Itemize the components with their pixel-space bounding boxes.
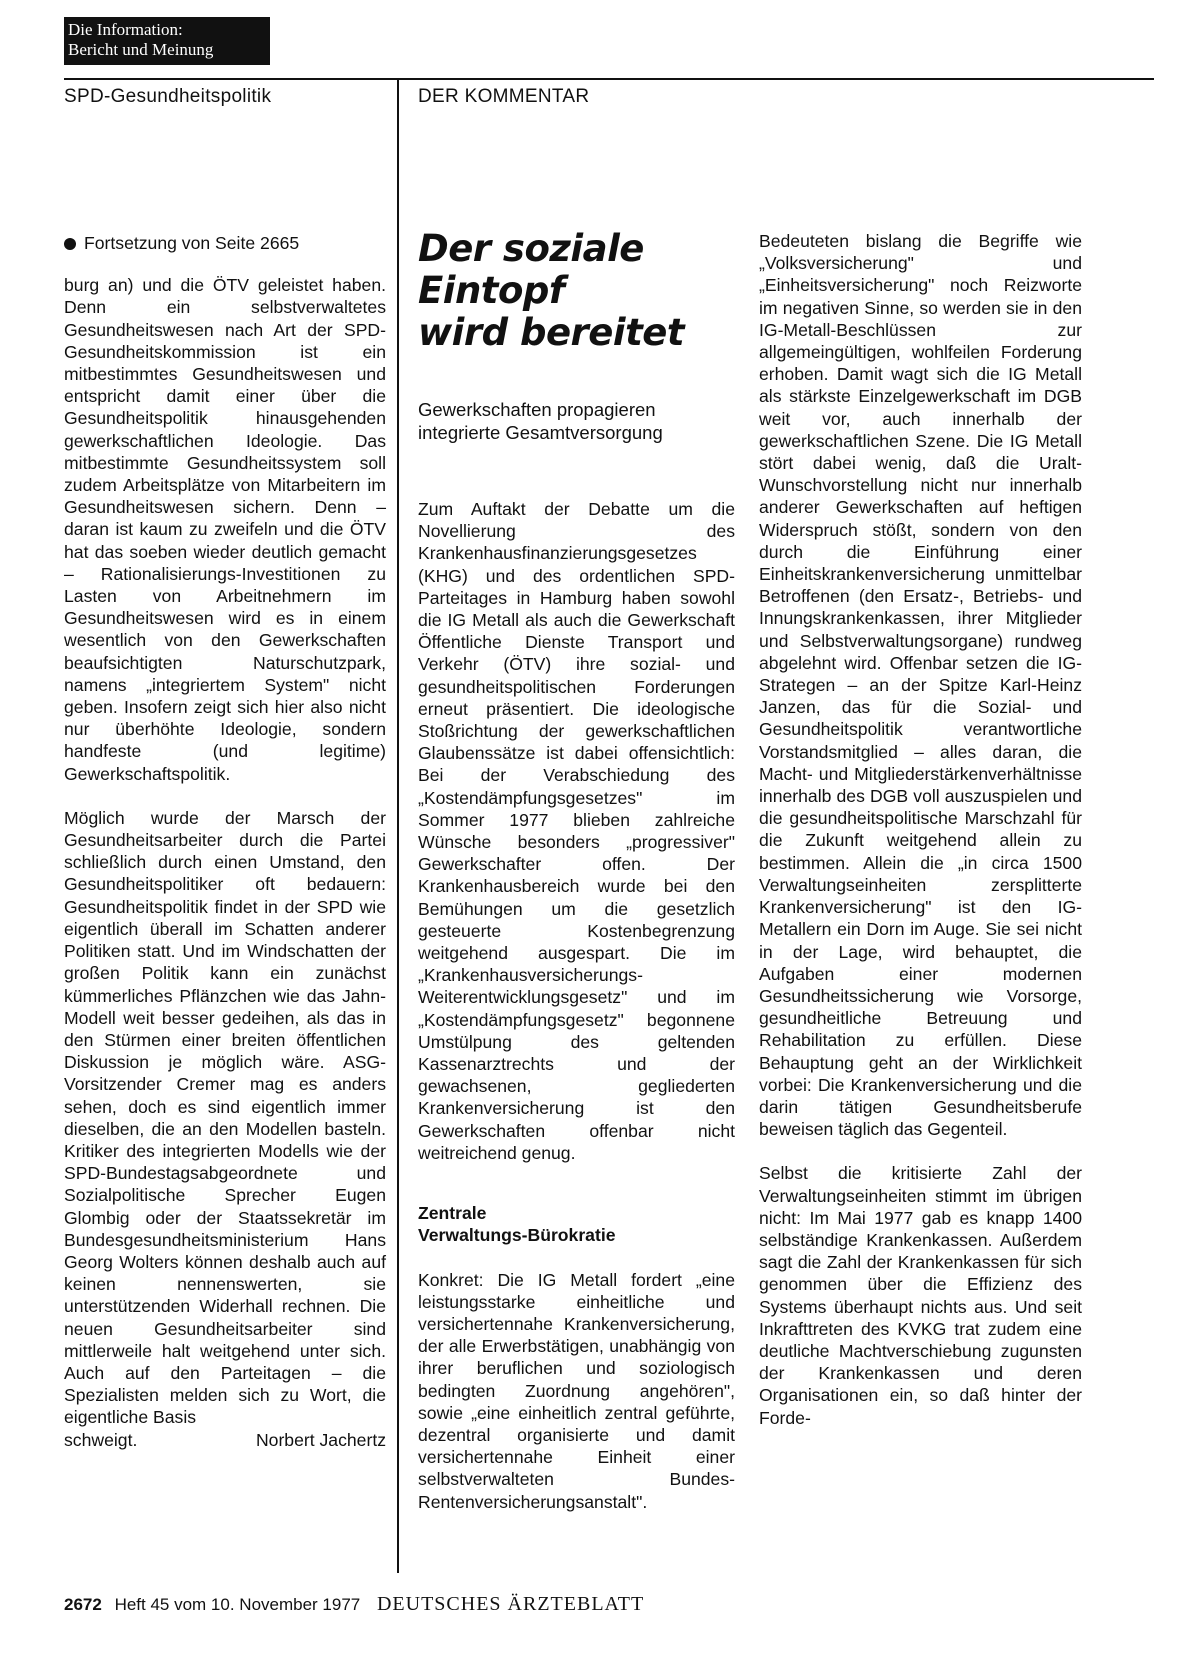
commentary-paragraph-2: Konkret: Die IG Metall fordert „eine leistungsstarke einheitliche und versichertennahe Krankenversicherung, der alle Erwerbstätigen, unabhängig von ihrer beruflichen und soziologisch bedingten Zuordnung angehören", sowie „eine einheitlich zentral geführte, dezentral organisierte und damit versichertennahe Einheit einer selbstverwalteten Bundes-Rentenversicherungsanstalt".: [418, 1269, 735, 1512]
signature-line: [64, 1429, 386, 1451]
subhead-line-2: Verwaltungs-Bürokratie: [418, 1225, 616, 1246]
subhead-line-1: Zentrale: [418, 1203, 487, 1224]
page-footer: [64, 1593, 644, 1616]
badge-line-2: Bericht und Meinung: [68, 40, 214, 59]
last-word: schweigt.: [64, 1429, 138, 1450]
left-paragraph-1: burg an) und die ÖTV geleistet haben. Denn ein selbstverwaltetes Gesundheitswesen nach Art der SPD-Gesundheitskommission ist ein mitbestimmtes Gesundheitswesen und entspricht damit einer über die Gesundheitspolitik hinausgehenden gewerkschaftlichen Ideologie. Das mitbestimmte Gesundheitssystem soll zudem Arbeitsplätze von Mitarbeitern im Gesundheitswesen sichern. Denn – daran ist kaum zu zweifeln und die ÖTV hat das soeben wieder deutlich gemacht – Rationalisierungs-Investitionen zu Lasten von Arbeitnehmern im Gesundheitswesen wird es in einem wesentlich von den Gewerkschaften beaufsichtigten Naturschutzpark, namens „integriertem System" nicht geben. Insofern zeigt sich hier also nicht nur überhöhte Ideologie, sondern handfeste (und legitime) Gewerkschaftspolitik.: [64, 275, 386, 784]
left-paragraph-2: Möglich wurde der Marsch der Gesundheitsarbeiter durch die Partei schließlich durch einen Umstand, den Gesundheitspolitiker oft bedauern: Gesundheitspolitik findet in der SPD wie eigentlich überall im Schatten anderer Politiken statt. Und im Windschatten der großen Politik kann ein zunächst kümmerliches Pflänzchen wie das Jahn-Modell weit besser gedeihen, als das in den Stürmen einer breiten öffentlichen Diskussion je möglich wäre. ASG-Vorsitzender Cremer mag es anders sehen, doch es sind eigentlich immer dieselben, die an den Modellen basteln. Kritiker des integrierten Modells wie der SPD-Bundestagsabgeordnete und Sozialpolitische Sprecher Eugen Glombig oder der Staatssekretär im Bundesgesundheitsministerium Hans Georg Wolters können deshalb auch auf keinen nennenswerten, sie unterstützenden Widerhall rechnen. Die neuen Gesundheitsarbeiter sind mittlerweile halt weitgehend unter sich. Auch auf den Parteitagen – die Spezialisten melden sich zu Wort, die eigentliche Basis: [64, 807, 386, 1428]
header-rule: [64, 78, 1154, 80]
commentary-paragraph-3: Bedeuteten bislang die Begriffe wie „Volksversicherung" und „Einheitsversicherung" noch Reizworte im negativen Sinne, so werden sie in den IG-Metall-Beschlüssen zur allgemeingültigen, wohlfeilen Forderung erhoben. Damit wagt sich die IG Metall als stärkste Einzelgewerkschaft im DGB weit vor, auch innerhalb der gewerkschaftlichen Szene. Die IG Metall stört dabei wenig, daß die Uralt-Wunschvorstellung nicht nur innerhalb anderer Gewerkschaften auf heftigen Widerspruch stößt, sondern von den durch die Einführung einer Einheitskrankenversicherung unmittelbar Betroffenen (den Ersatz-, Betriebs- und Innungskrankenkassen, ihrer Mitglieder und Selbstverwaltungsorgane) rundweg abgelehnt wird. Offenbar setzen die IG-Strategen – an der Spitze Karl-Heinz Janzen, das für die Sozial- und Gesundheitspolitik verantwortliche Vorstandsmitglied – alles daran, die Macht- und Mitgliederstärkenverhältnisse innerhalb des DGB voll auszuspielen und die gesundheitspolitische Marschzahl für die Zukunft weitgehend allein zu bestimmen. Allein die „in circa 1500 Verwaltungseinheiten zersplitterte Krankenversicherung" ist den IG-Metallern ein Dorn im Auge. Sie sei nicht in der Lage, wird behauptet, die Aufgaben einer modernen Gesundheitssicherung wie Vorsorge, gesundheitliche Betreuung und Rehabilitation zu erfüllen. Diese Behauptung geht an der Wirklichkeit vorbei: Die Krankenversicherung und die darin tätigen Gesundheitsberufe beweisen täglich das Gegenteil.: [759, 231, 1082, 1140]
badge-line-1: Die Information:: [68, 20, 183, 39]
continuation-text: Fortsetzung von Seite 2665: [84, 233, 300, 253]
author-name: Norbert Jachertz: [255, 1429, 386, 1450]
page-number: 2672: [64, 1595, 102, 1614]
commentary-paragraph-1: Zum Auftakt der Debatte um die Novellierung des Krankenhausfinanzierungsgesetzes (KHG) und des ordentlichen SPD-Parteitages in Hamburg haben sowohl die IG Metall als auch die Gewerkschaft Öffentliche Dienste Transport und Verkehr (ÖTV) ihre sozial- und gesundheitspolitischen Forderungen erneut präsentiert. Die ideologische Stoßrichtung der gewerkschaftlichen Glaubenssätze ist dabei offensichtlich: Bei der Verabschiedung des „Kostendämpfungsgesetzes" im Sommer 1977 blieben zahlreiche Wünsche besonders „progressiver" Gewerkschafter offen. Der Krankenhausbereich wurde bei den Bemühungen um die gesetzlich gesteuerte Kostenbegrenzung weitgehend ausgespart. Die im „Krankenhausversicherungs-Weiterentwicklungsgesetz" und im „Kostendämpfungsgesetz" begonnene Umstülpung des geltenden Kassenarztrechts und der gewachsenen, gegliederten Krankenversicherung ist den Gewerkschaften offenbar nicht weitreichend genug.: [418, 499, 735, 1163]
right-column: [759, 230, 1082, 1429]
column-divider: [397, 78, 399, 1573]
headline-line-2: Eintopf: [418, 269, 565, 312]
commentary-paragraph-4: Selbst die kritisierte Zahl der Verwaltungseinheiten stimmt im übrigen nicht: Im Mai 1977 gab es knapp 1400 selbständige Krankenkassen. Außerdem sagt die Zahl der Krankenkassen für sich genommen über die Effizienz des Systems überhaupt nichts aus. Und seit Inkrafttreten des KVKG trat zudem eine deutliche Machtverschiebung zugunsten der Krankenkassen und deren Organisationen ein, so daß hinter der Forde-: [759, 1163, 1082, 1428]
issue-info: Heft 45 vom 10. November 1977: [114, 1595, 361, 1614]
left-column: [64, 232, 386, 1451]
headline-line-3: wird bereitet: [418, 311, 685, 354]
commentary-headline: [418, 228, 748, 354]
journal-name: DEUTSCHES ÄRZTEBLATT: [376, 1593, 645, 1615]
section-badge: [64, 17, 270, 65]
rubric-right: DER KOMMENTAR: [418, 86, 590, 107]
continuation-note: [64, 232, 386, 254]
middle-column: [418, 498, 735, 1513]
bullet-dot-icon: [64, 238, 76, 250]
commentary-subtitle: Gewerkschaften propagieren integrierte Gesamtversorgung: [418, 399, 663, 443]
commentary-subhead: [418, 1202, 735, 1246]
headline-line-1: Der soziale: [418, 227, 644, 270]
rubric-left: SPD-Gesundheitspolitik: [64, 86, 272, 107]
